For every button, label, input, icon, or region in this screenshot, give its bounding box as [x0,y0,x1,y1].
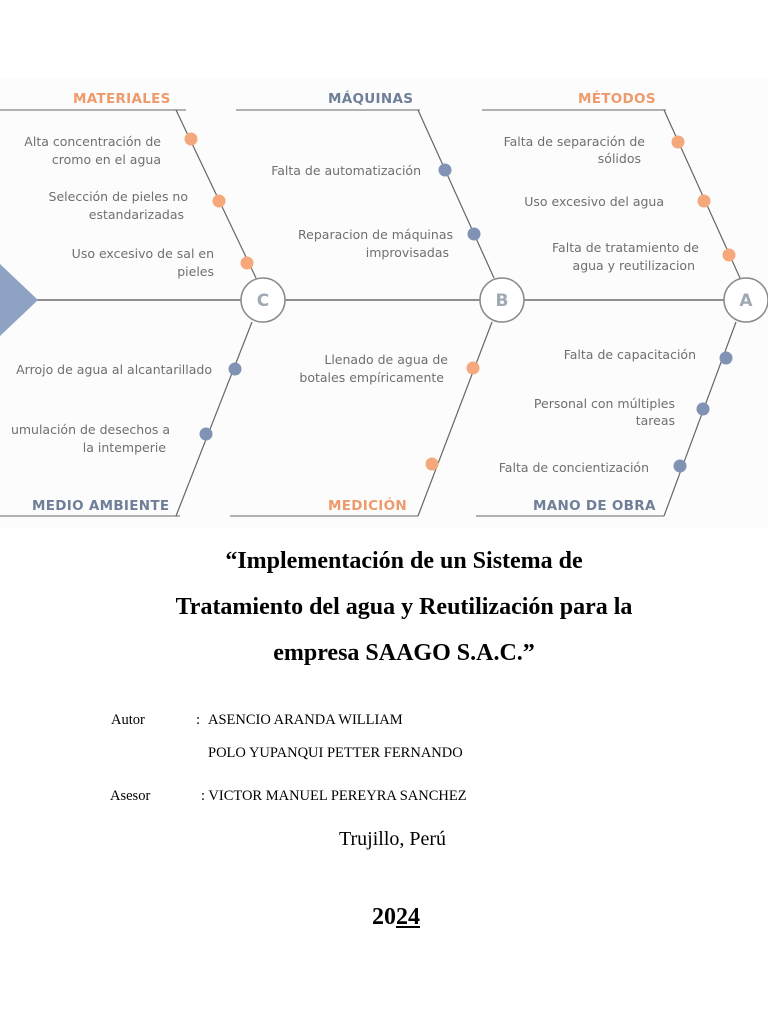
asesor-value: : VICTOR MANUEL PEREYRA SANCHEZ [201,788,467,804]
year-part-2: 24 [396,904,420,930]
svg-text:Personal con múltiples: Personal con múltiples [533,396,675,411]
category-metodos: MÉTODOS [578,91,656,107]
autor-name-1: ASENCIO ARANDA WILLIAM [208,712,403,728]
year-part-1: 20 [372,904,396,930]
svg-text:C: C [256,291,270,311]
svg-text:Falta de separación de: Falta de separación de [503,134,645,149]
svg-text:Llenado de agua de: Llenado de agua de [324,352,448,367]
svg-text:Alta concentración de: Alta concentración de [24,134,161,149]
location: Trujillo, Perú [339,828,447,850]
title-line: Tratamiento del agua y Reutilización para la [175,594,633,620]
category-mano-de-obra: MANO DE OBRA [533,498,656,514]
autor-separator: : [196,712,201,728]
asesor-label: Asesor [110,788,151,804]
svg-text:umulación de desechos a: umulación de desechos a [10,422,170,437]
svg-text:pieles: pieles [177,264,214,279]
svg-text:Uso excesivo del agua: Uso excesivo del agua [524,194,664,209]
svg-text:Falta de automatización: Falta de automatización [271,163,421,178]
svg-text:botales empíricamente: botales empíricamente [299,370,444,385]
svg-text:B: B [495,291,509,311]
svg-text:tareas: tareas [635,413,675,428]
svg-text:cromo en el agua: cromo en el agua [51,152,161,167]
svg-text:A: A [739,291,753,311]
category-medicion: MEDICIÓN [328,498,407,514]
cause-item [16,362,241,377]
svg-text:Falta de capacitación: Falta de capacitación [563,347,696,362]
svg-text:Falta de concientización: Falta de concientización [498,460,649,475]
title-line: “Implementación de un Sistema de [225,548,583,574]
node-a [724,278,768,322]
svg-text:la intemperie: la intemperie [82,440,166,455]
node-b [480,278,524,322]
category-medio-ambiente: MEDIO AMBIENTE [32,498,170,514]
category-materiales: MATERIALES [73,91,171,107]
title-line: empresa SAAGO S.A.C.” [273,640,535,666]
year [372,904,420,931]
svg-text:Arrojo de agua al alcantarilla: Arrojo de agua al alcantarillado [16,362,212,377]
cause-dot [426,458,439,471]
svg-text:Falta de tratamiento de: Falta de tratamiento de [552,240,699,255]
node-c [241,278,285,322]
document-title [0,538,768,676]
svg-text:Selección de pieles no: Selección de pieles no [48,189,188,204]
category-maquinas: MÁQUINAS [328,91,414,107]
svg-text:Uso excesivo de sal en: Uso excesivo de sal en [71,246,214,261]
fishbone-diagram [0,78,768,528]
autor-name-2: POLO YUPANQUI PETTER FERNANDO [208,745,463,761]
svg-text:Reparacion de máquinas: Reparacion de máquinas [298,227,453,242]
svg-text:estandarizadas: estandarizadas [88,207,184,222]
svg-text:sólidos: sólidos [597,151,641,166]
autor-label: Autor [111,712,145,728]
svg-text:agua y reutilizacion: agua y reutilizacion [572,258,695,273]
svg-text:improvisadas: improvisadas [365,245,449,260]
